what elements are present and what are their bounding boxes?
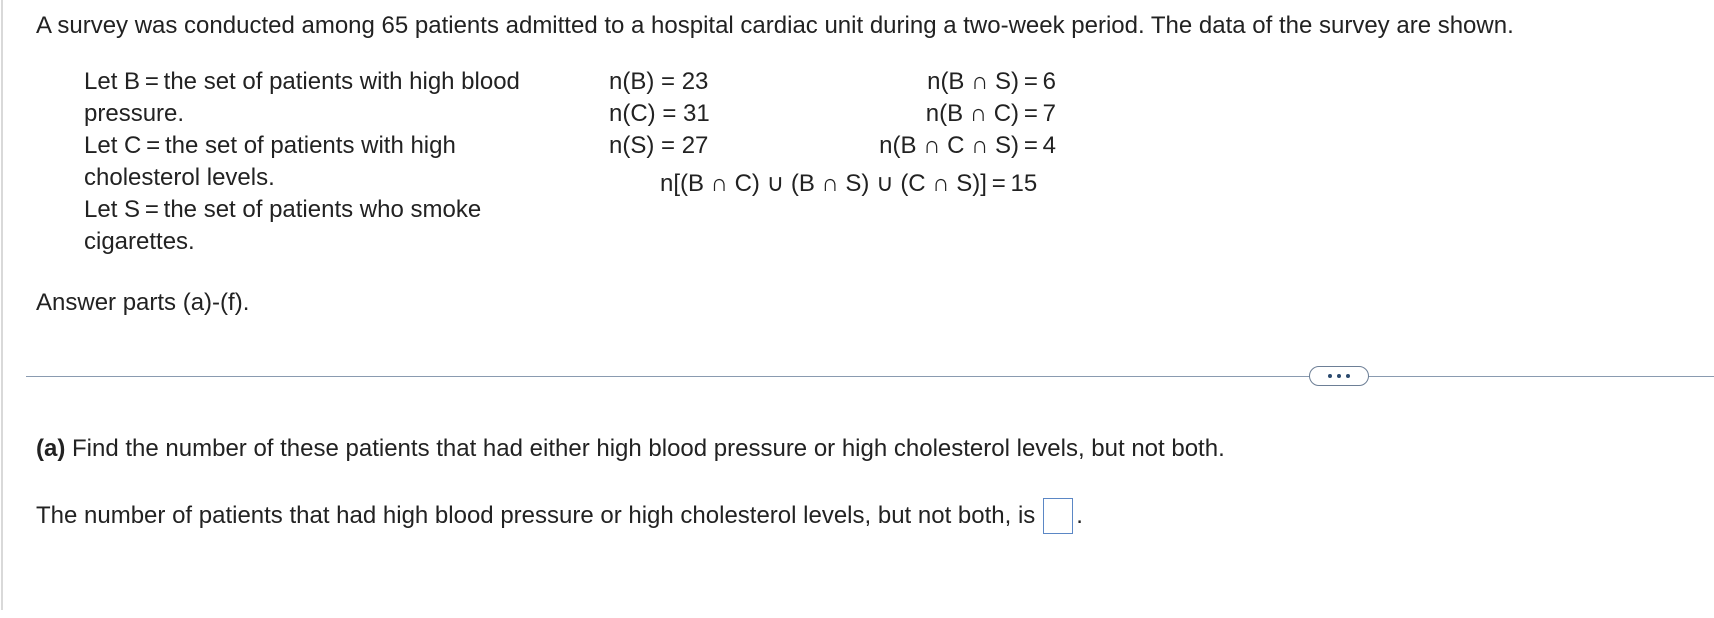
part-a-answer-line bbox=[36, 498, 1083, 534]
more-options-button[interactable] bbox=[1309, 366, 1369, 386]
count-b-and-c: n(B ∩ C) = 7 bbox=[925, 100, 1056, 127]
answer-suffix: . bbox=[1076, 502, 1083, 529]
section-divider bbox=[26, 376, 1714, 377]
part-a-question-text: Find the number of these patients that had either high blood pressure or high cholesterol levels, but not both. bbox=[72, 435, 1225, 462]
count-c: n(C) = 31 bbox=[609, 100, 710, 127]
count-b-and-c-and-s: n(B ∩ C ∩ S) = 4 bbox=[879, 132, 1056, 159]
answer-prefix: The number of patients that had high blood pressure or high cholesterol levels, but not both, is bbox=[36, 502, 1036, 529]
definition-c: Let C = the set of patients with high cholesterol levels. bbox=[84, 132, 456, 191]
problem-intro: A survey was conducted among 65 patients admitted to a hospital cardiac unit during a two-week period. The data of the survey are shown. bbox=[36, 12, 1514, 39]
count-b: n(B) = 23 bbox=[609, 68, 709, 95]
definition-b: Let B = the set of patients with high blood pressure. bbox=[84, 68, 520, 127]
instruction-text: Answer parts (a)-(f). bbox=[36, 289, 250, 316]
ellipsis-icon bbox=[1328, 374, 1332, 378]
definition-s: Let S = the set of patients who smoke cigarettes. bbox=[84, 196, 482, 255]
left-border bbox=[1, 0, 3, 610]
answer-input-box[interactable] bbox=[1043, 498, 1073, 534]
count-b-and-s: n(B ∩ S) = 6 bbox=[927, 68, 1056, 95]
count-s: n(S) = 27 bbox=[609, 132, 709, 159]
count-union: n[(B ∩ C) ∪ (B ∩ S) ∪ (C ∩ S)] = 15 bbox=[660, 170, 1038, 197]
set-definitions bbox=[84, 66, 574, 258]
part-a-label: (a) bbox=[36, 435, 66, 462]
part-a-question bbox=[36, 433, 1225, 465]
